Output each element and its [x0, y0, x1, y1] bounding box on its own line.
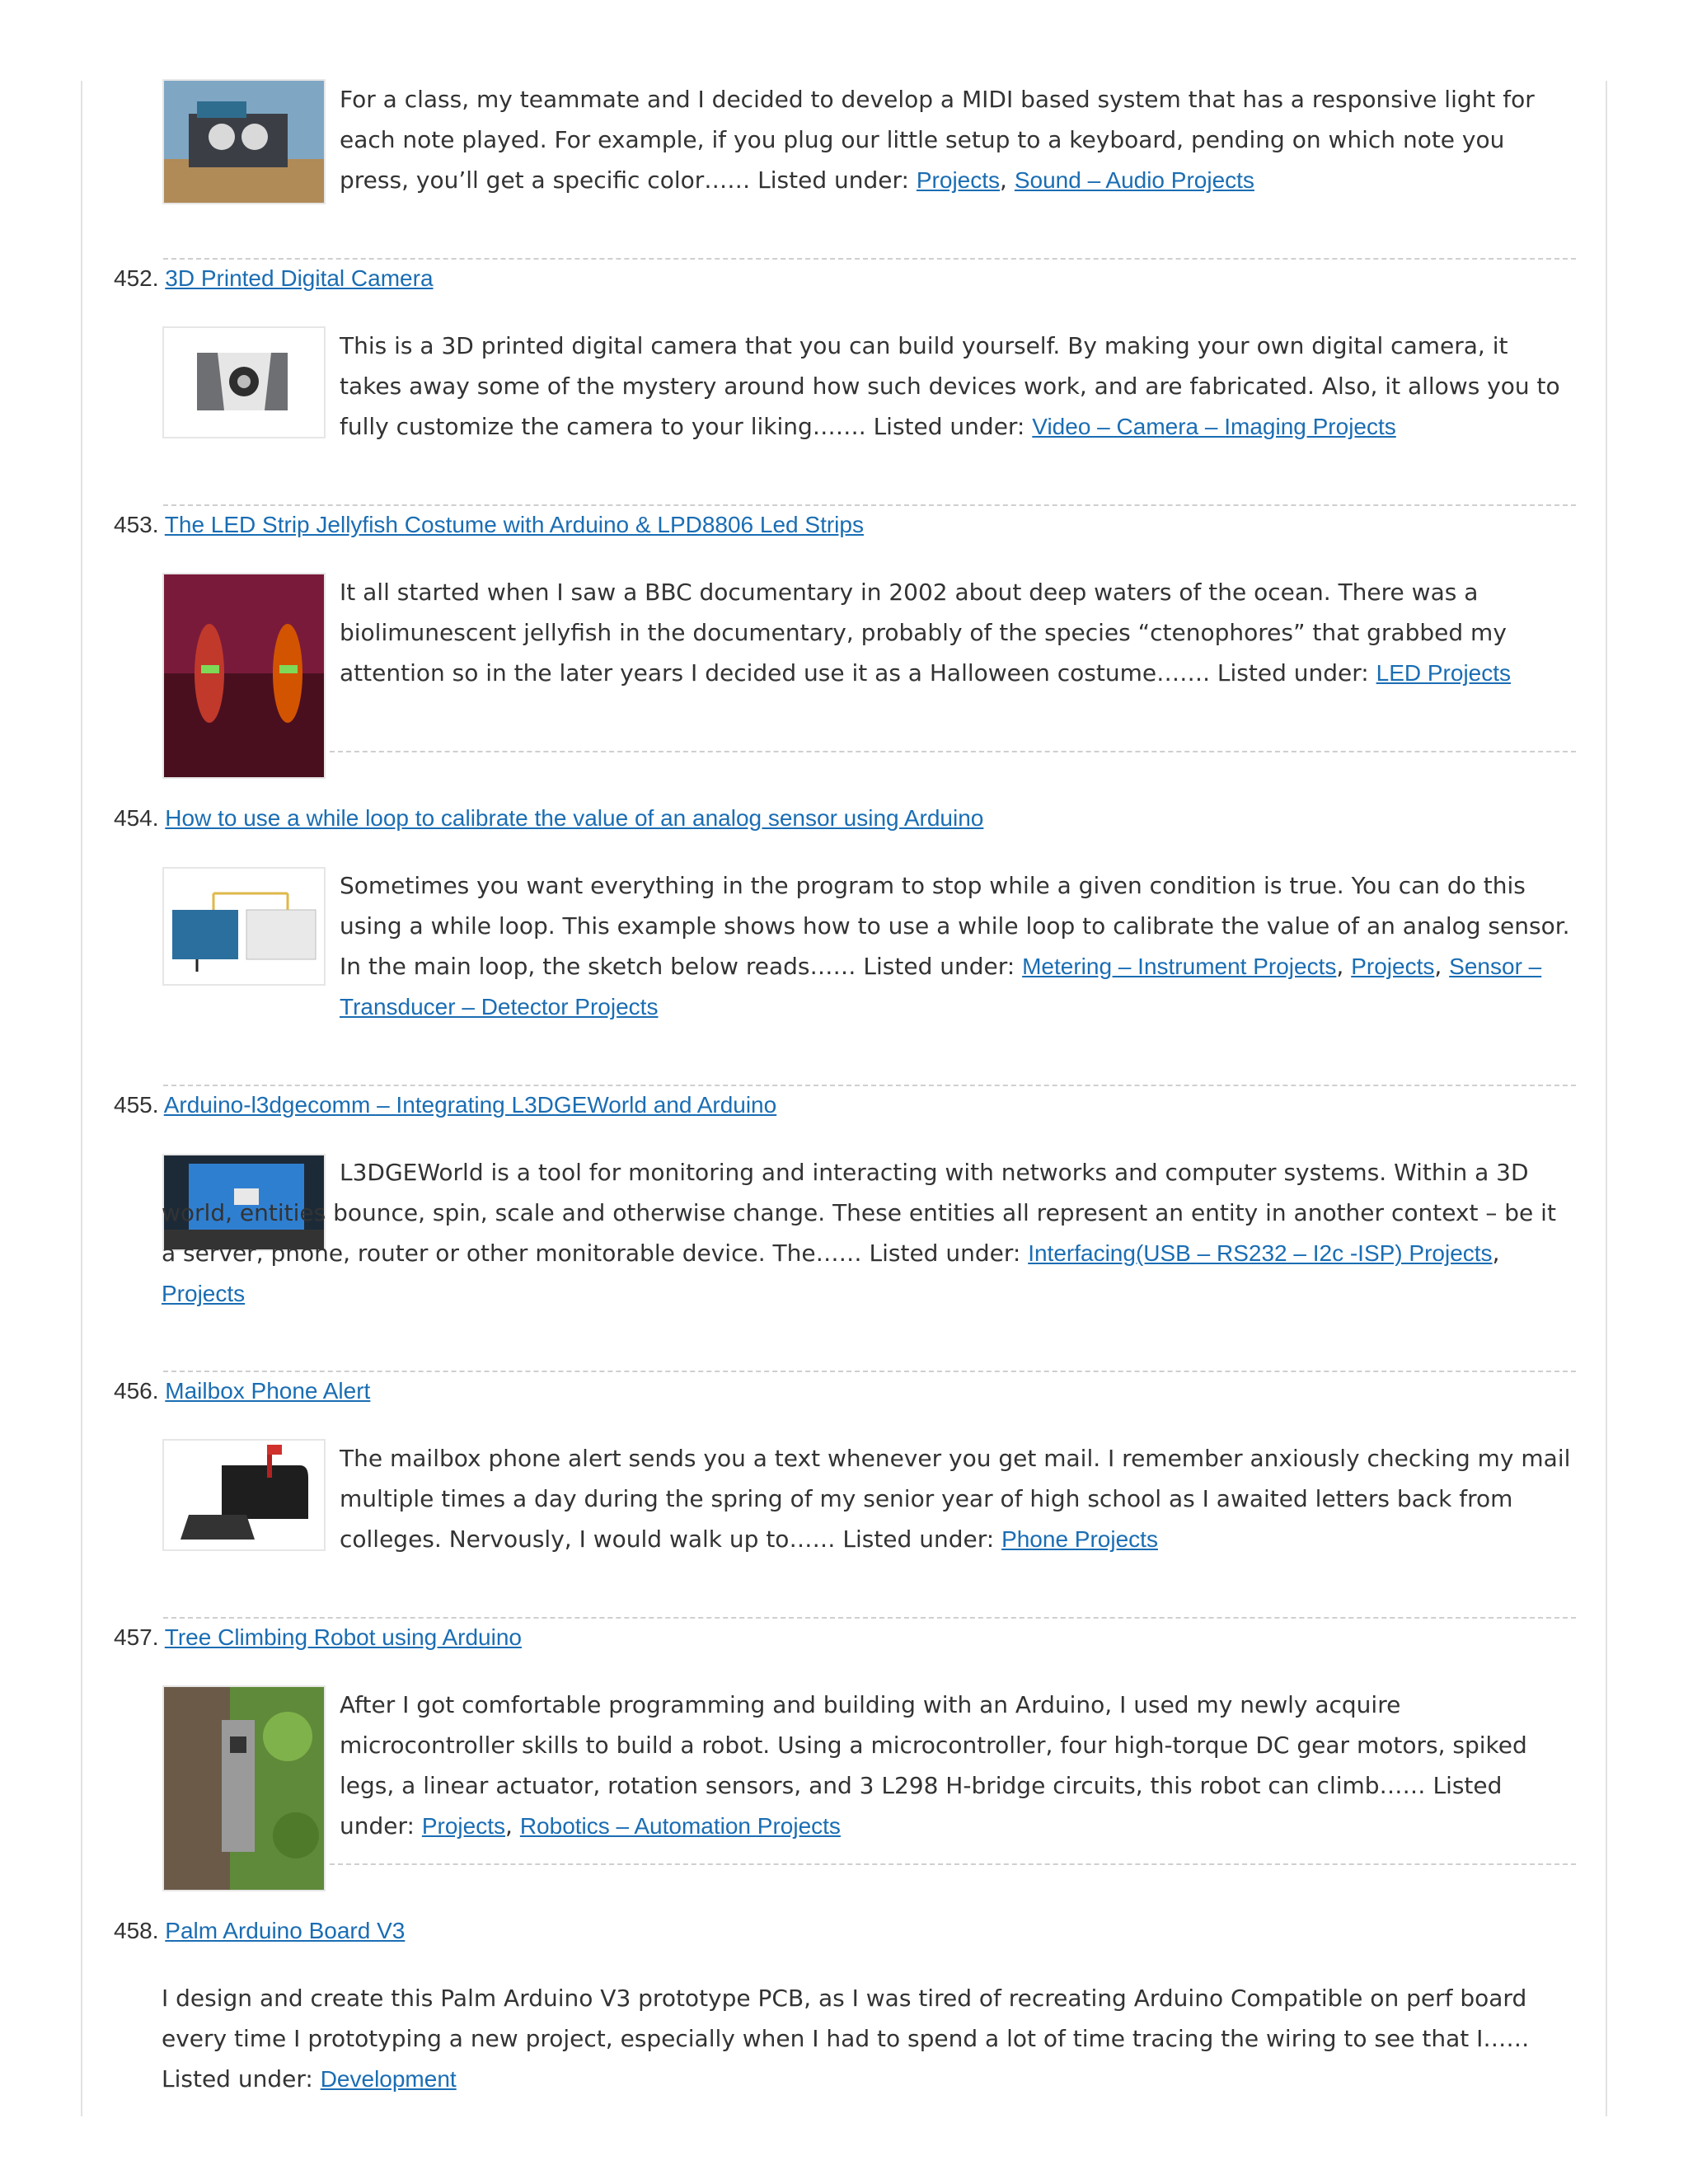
- separator: [330, 1863, 1576, 1865]
- separator: [330, 751, 1576, 752]
- category-link[interactable]: Development: [320, 2066, 457, 2092]
- category-link[interactable]: Projects: [1351, 954, 1435, 979]
- item-description: I design and create this Palm Arduino V3 prototype PCB, as I was tired of recreating Arduino Compatible on perf board every time I prototyping a new project, especially when I had to spend a lot of time tracing the wiring to see that I…… Listed under: Development: [162, 1985, 1530, 2093]
- mailbox-photo-icon[interactable]: [162, 1439, 326, 1551]
- jellyfish-costume-photo-icon[interactable]: [162, 573, 326, 779]
- category-link[interactable]: Sound – Audio Projects: [1014, 167, 1254, 193]
- category-link[interactable]: Phone Projects: [1001, 1526, 1158, 1552]
- category-link[interactable]: Video – Camera – Imaging Projects: [1032, 414, 1396, 439]
- item-description: For a class, my teammate and I decided to develop a MIDI based system that has a responsive light for each note played. For example, if you plug our little setup to a keyboard, pending on which note you press, you’ll get a specific color…… Listed under: Projects, Sound – Audio Projects: [340, 86, 1535, 194]
- category-link[interactable]: LED Projects: [1376, 660, 1512, 686]
- item-description: Sometimes you want everything in the program to stop while a given condition is true. You can do this using a while loop. This example shows how to use a while loop to calibrate the value of an analog sensor. In the main loop, the sketch below reads…… Listed under: Metering – Instrument Projects, Projects, Sensor – Transducer – Detector Projects: [340, 872, 1570, 1019]
- breadboard-diagram-icon[interactable]: [162, 867, 326, 986]
- category-link[interactable]: Interfacing(USB – RS232 – I2c -ISP) Projects: [1028, 1240, 1493, 1266]
- category-link[interactable]: Robotics – Automation Projects: [519, 1813, 841, 1839]
- category-link[interactable]: Projects: [916, 167, 1001, 193]
- separator: [163, 1371, 1576, 1372]
- item-title-link[interactable]: The LED Strip Jellyfish Costume with Arduino & LPD8806 Led Strips: [164, 512, 864, 537]
- item-title-link[interactable]: Mailbox Phone Alert: [165, 1378, 371, 1404]
- item-description: It all started when I saw a BBC documentary in 2002 about deep waters of the ocean. There was a biolimunescent jellyfish in the documentary, probably of the species “ctenophores” that grabbed my attention so in the later years I decided use it as a Halloween costume……. Listed under: LED Projects: [340, 579, 1512, 687]
- separator: [163, 504, 1576, 506]
- tree-robot-photo-icon[interactable]: [162, 1685, 326, 1891]
- item-title: 455. Arduino-l3dgecomm – Integrating L3DGEWorld and Arduino: [114, 1092, 777, 1118]
- item-title-link[interactable]: 3D Printed Digital Camera: [165, 265, 434, 291]
- item-title-link[interactable]: Tree Climbing Robot using Arduino: [164, 1624, 522, 1650]
- item-title: 452. 3D Printed Digital Camera: [114, 265, 434, 291]
- item-title: 454. How to use a while loop to calibrate the value of an analog sensor using Arduino: [114, 805, 984, 831]
- item-description: This is a 3D printed digital camera that you can build yourself. By making your own digital camera, it takes away some of the mystery around how such devices work, and are fabricated. Also, it allows you to fully customize the camera to your liking……. Listed under: Video – Camera – Imaging Projects: [340, 332, 1560, 440]
- item-title: 458. Palm Arduino Board V3: [114, 1918, 406, 1943]
- item-title-link[interactable]: How to use a while loop to calibrate the value of an analog sensor using Arduino: [165, 805, 984, 831]
- item-title: 453. The LED Strip Jellyfish Costume with Arduino & LPD8806 Led Strips: [114, 512, 864, 537]
- item-title-link[interactable]: Arduino-l3dgecomm – Integrating L3DGEWorld and Arduino: [163, 1092, 777, 1118]
- item-title: 457. Tree Climbing Robot using Arduino: [114, 1624, 522, 1650]
- separator: [163, 1085, 1576, 1086]
- camera-photo-icon[interactable]: [162, 326, 326, 438]
- item-description: After I got comfortable programming and building with an Arduino, I used my newly acquire microcontroller skills to build a robot. Using a microcontroller, four high-torque DC gear motors, spiked legs, a linear actuator, rotation sensors, and 3 L298 H-bridge circuits, this robot can climb…… Listed under: Projects, Robotics – Automation Projects: [340, 1691, 1527, 1840]
- item-title: 456. Mailbox Phone Alert: [114, 1378, 371, 1404]
- midi-light-photo-icon[interactable]: [162, 79, 326, 204]
- item-description: The mailbox phone alert sends you a text whenever you get mail. I remember anxiously checking my mail multiple times a day during the spring of my senior year of high school as I awaited letters back from colleges. Nervously, I would walk up to…… Listed under: Phone Projects: [340, 1445, 1571, 1553]
- separator: [163, 258, 1576, 260]
- category-link[interactable]: Projects: [162, 1281, 246, 1306]
- category-link[interactable]: Metering – Instrument Projects: [1022, 954, 1337, 979]
- separator: [163, 1617, 1576, 1619]
- item-title-link[interactable]: Palm Arduino Board V3: [165, 1918, 406, 1943]
- category-link[interactable]: Projects: [421, 1813, 506, 1839]
- category-link[interactable]: Sensor – Transducer – Detector Projects: [340, 954, 1542, 1019]
- item-description: L3DGEWorld is a tool for monitoring and interacting with networks and computer systems. Within a 3D world, entities bounce, spin, scale and otherwise change. These entities all represent an entity in another context – be it a server, phone, router or other monitorable device. The…… Listed under: Interfacing(USB – RS232 – I2c -ISP) Projects, Projects: [162, 1159, 1556, 1306]
